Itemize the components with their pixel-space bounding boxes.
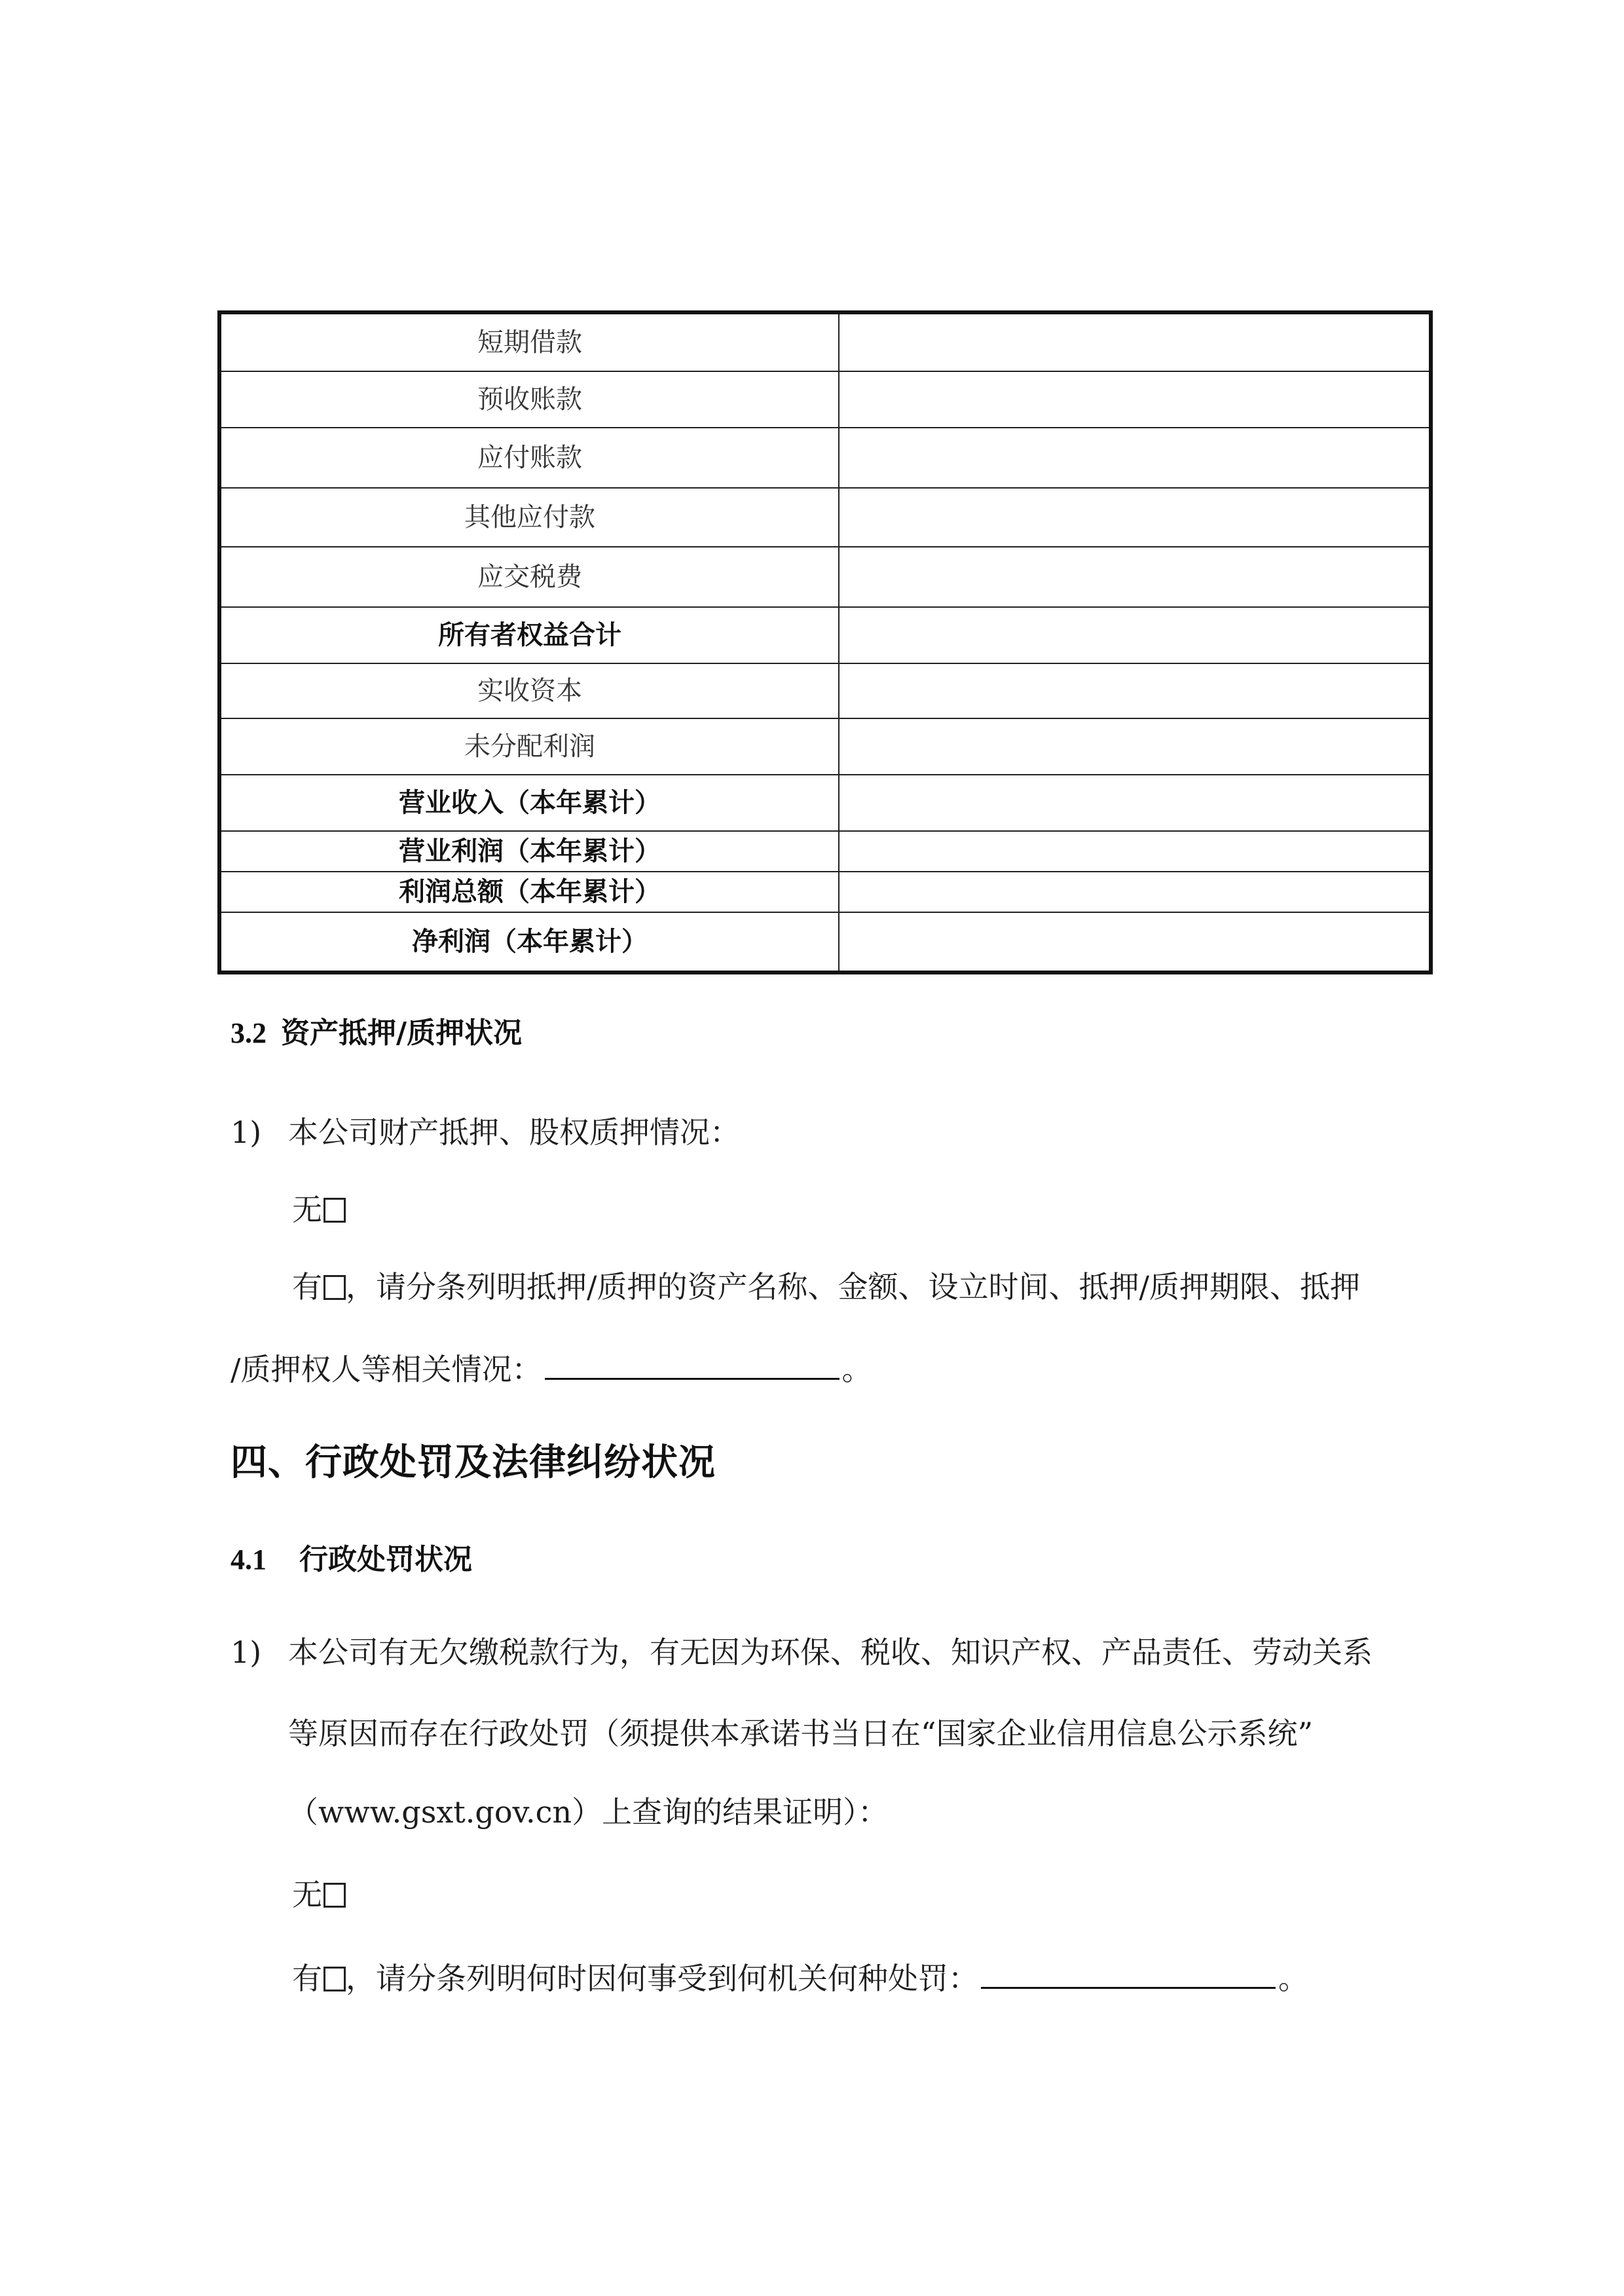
table-row [219,428,1431,488]
table-row [219,371,1431,428]
table-row [219,547,1431,607]
option-none [292,1879,346,1910]
section-title: 资产抵押/质押状况 [281,1016,523,1050]
option-label: 有 [292,1961,322,1996]
row-label: 应付账款 [219,428,839,488]
row-label: 预收账款 [219,371,839,428]
option-text: /质押权人等相关情况： [231,1352,542,1387]
section-number: 4.1 [231,1544,267,1576]
financial-table [217,310,1433,974]
end-mark: 。 [1278,1961,1308,1996]
table-row [219,775,1431,831]
row-label: 未分配利润 [219,718,839,775]
list-number: 1) [231,1635,262,1670]
row-label: 营业利润（本年累计） [219,831,839,872]
option-text: ，请分条列明何时因何事受到何机关何种处罚： [346,1961,978,1996]
section-4-heading: 四、行政处罚及法律纠纷状况 [231,1441,716,1484]
list-item [231,1115,740,1150]
row-value-cell [839,831,1431,872]
option-yes [292,1269,1360,1305]
row-value-cell [839,607,1431,663]
list-item-continued: （www.gsxt.gov.cn）上查询的结果证明）： [288,1794,889,1830]
section-title: 行政处罚状况 [299,1543,472,1576]
list-item-text: 本公司有无欠缴税款行为，有无因为环保、税收、知识产权、产品责任、劳动关系 [288,1635,1373,1670]
option-yes-continued [231,1352,872,1387]
row-label: 实收资本 [219,663,839,718]
list-number: 1) [231,1115,262,1150]
option-label: 无 [292,1192,322,1227]
table-row [219,912,1431,972]
checkbox-icon[interactable] [323,1198,346,1223]
option-label: 无 [292,1877,322,1912]
row-label: 所有者权益合计 [219,607,839,663]
row-value-cell [839,775,1431,831]
section-number: 3.2 [231,1017,267,1049]
table-row [219,663,1431,718]
checkbox-icon[interactable] [323,1883,346,1908]
table-row [219,607,1431,663]
option-none [292,1194,346,1225]
row-value-cell [839,872,1431,912]
checkbox-icon[interactable] [323,1967,346,1991]
option-label: 有 [292,1269,322,1305]
list-item [231,1635,1373,1670]
section-3-2-heading [231,1016,523,1050]
row-value-cell [839,488,1431,547]
row-value-cell [839,312,1431,371]
table-row [219,488,1431,547]
table-row [219,718,1431,775]
row-label: 利润总额（本年累计） [219,872,839,912]
checkbox-icon[interactable] [323,1275,346,1300]
option-text: ，请分条列明抵押/质押的资产名称、金额、设立时间、抵押/质押期限、抵押 [346,1269,1360,1305]
row-label: 短期借款 [219,312,839,371]
row-value-cell [839,371,1431,428]
section-4-1-heading [231,1543,472,1576]
list-item-text: 本公司财产抵押、股权质押情况： [288,1115,740,1150]
row-value-cell [839,428,1431,488]
row-value-cell [839,912,1431,972]
table-row [219,312,1431,371]
row-label: 营业收入（本年累计） [219,775,839,831]
table-row [219,872,1431,912]
row-value-cell [839,663,1431,718]
row-label: 应交税费 [219,547,839,607]
list-item-continued: 等原因而存在行政处罚（须提供本承诺书当日在“国家企业信用信息公示系统” [288,1716,1314,1751]
table-row [219,831,1431,872]
fill-in-blank[interactable] [981,1961,1276,1989]
row-value-cell [839,718,1431,775]
row-label: 净利润（本年累计） [219,912,839,972]
end-mark: 。 [841,1352,872,1387]
row-value-cell [839,547,1431,607]
row-label: 其他应付款 [219,488,839,547]
fill-in-blank[interactable] [545,1352,840,1380]
option-yes [292,1961,1308,1996]
